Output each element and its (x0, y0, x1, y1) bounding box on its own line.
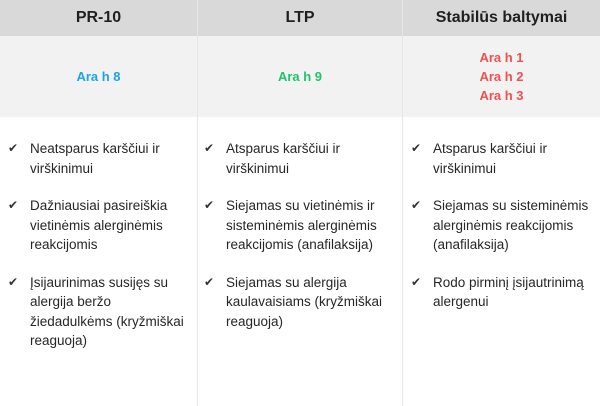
list-item-text: Atsparus karščiui ir virškinimui (226, 141, 341, 176)
proteins-stable (403, 36, 600, 117)
check-mark-icon: ✔ (411, 141, 422, 155)
header-ltp (197, 0, 403, 36)
properties-stable (403, 117, 600, 406)
list-item-text: Atsparus karščiui ir virškinimui (433, 141, 548, 176)
check-mark-icon: ✔ (8, 141, 19, 155)
protein-label: Ara h 8 (76, 69, 121, 84)
list-item (8, 139, 191, 178)
list-item-text: Dažniausiai pasireiškia vietinėmis alerginėmis reakcijomis (30, 198, 168, 252)
list-item-text: Siejamas su sisteminėmis alerginėmis reakcijomis (anafilaksija) (433, 198, 589, 252)
property-list (8, 139, 191, 351)
list-item (8, 273, 191, 351)
check-mark-icon: ✔ (204, 198, 215, 212)
list-item (411, 139, 594, 178)
property-list (204, 139, 394, 331)
list-item (204, 273, 394, 332)
protein-label: Ara h 2 (479, 69, 524, 84)
list-item (411, 196, 594, 255)
check-mark-icon: ✔ (8, 198, 19, 212)
proteins-ltp (197, 36, 403, 117)
list-item (411, 273, 594, 312)
property-list (411, 139, 594, 312)
proteins-pr10 (0, 36, 197, 117)
list-item (8, 196, 191, 255)
header-label: LTP (285, 9, 315, 26)
list-item (204, 139, 394, 178)
list-item-text: Įsijaurinimas susijęs su alergija beržo žiedadulkėms (kryžmiškai reaguoja) (30, 274, 184, 348)
header-pr10 (0, 0, 197, 36)
check-mark-icon: ✔ (411, 198, 422, 212)
properties-ltp (197, 117, 403, 406)
protein-label: Ara h 1 (479, 50, 524, 65)
properties-pr10 (0, 117, 197, 406)
protein-label: Ara h 9 (277, 69, 323, 84)
list-item-text: Rodo pirminį įsijautrinimą alergenui (433, 274, 584, 309)
check-mark-icon: ✔ (411, 274, 422, 289)
header-label: PR-10 (75, 9, 122, 26)
list-item-text: Siejamas su alergija kaulavaisiams (kryžmiškai reaguoja) (226, 274, 383, 329)
list-item-text: Neatsparus karščiui ir virškinimui (30, 141, 160, 176)
header-stable-proteins (403, 0, 600, 36)
list-item (204, 196, 394, 255)
protein-label: Ara h 3 (479, 88, 524, 103)
header-label: Stabilūs baltymai (435, 9, 568, 26)
list-item-text: Siejamas su vietinėmis ir sisteminėmis alerginėmis reakcijomis (anafilaksija) (226, 198, 377, 252)
check-mark-icon: ✔ (204, 141, 215, 155)
check-mark-icon: ✔ (8, 274, 19, 289)
check-mark-icon: ✔ (204, 274, 215, 289)
